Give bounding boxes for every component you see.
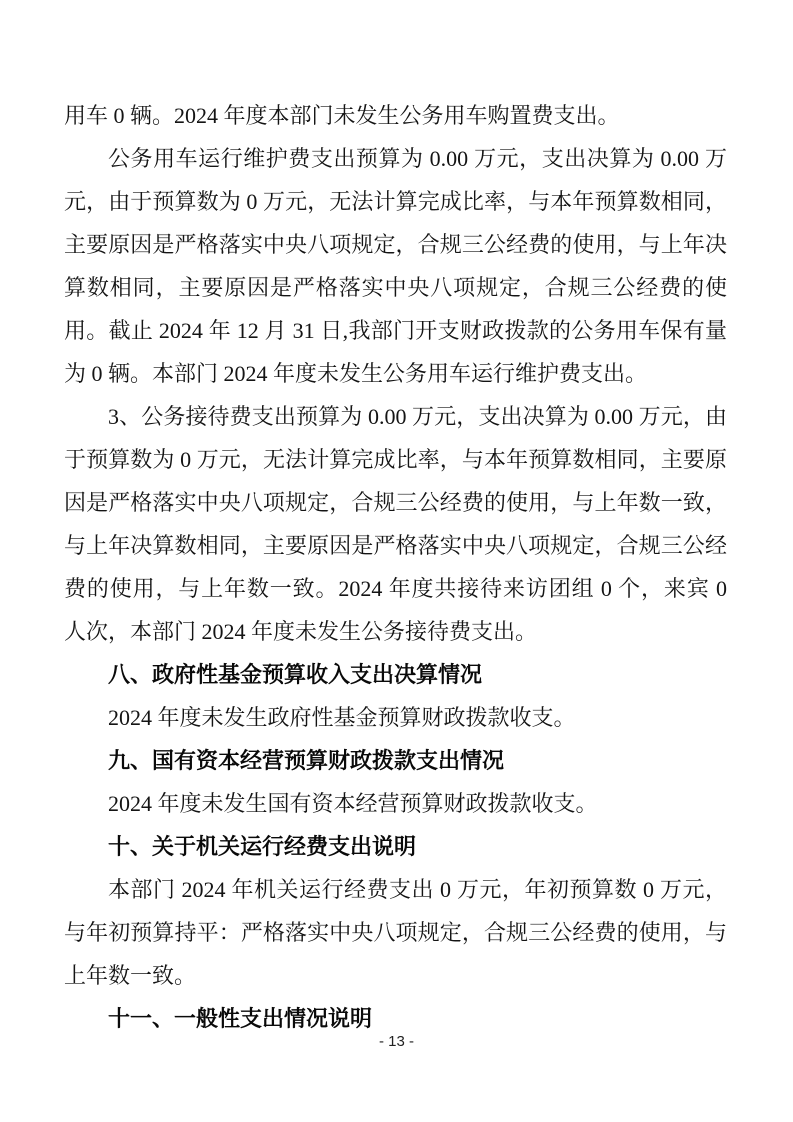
section-heading-8-government-fund-budget: 八、政府性基金预算收入支出决算情况 (108, 662, 483, 687)
paragraph-state-capital-budget: 2024 年度未发生国有资本经营预算财政拨款收支。 (108, 791, 598, 816)
paragraph-vehicle-purchase-continuation: 用车 0 辆。2024 年度本部门未发生公务用车购置费支出。 (64, 103, 620, 128)
paragraph-government-fund-budget: 2024 年度未发生政府性基金预算财政拨款收支。 (108, 705, 576, 730)
section-heading-9-state-capital-budget: 九、国有资本经营预算财政拨款支出情况 (108, 748, 505, 773)
page-number: - 13 - (378, 1033, 414, 1050)
section-heading-11-general-expenditure: 十一、一般性支出情况说明 (108, 1006, 373, 1031)
paragraph-vehicle-maintenance: 公务用车运行维护费支出预算为 0.00 万元，支出决算为 0.00 万元，由于预算数为 0 万元，无法计算完成比率，与本年预算数相同，主要原因是严格落实中央八项规定，合规三公经费的使用，与上年决算数相同，主要原因是严格落实中央八项规定，合规三公经费的使用。截止 2024 年 12 月 31 日,我部门开支财政拨款的公务用车保有量为 0 辆。本部门 2024 年度未发生公务用车运行维护费支出。 (64, 146, 727, 386)
section-heading-10-agency-operating-expense: 十、关于机关运行经费支出说明 (108, 834, 417, 859)
paragraph-official-reception: 3、公务接待费支出预算为 0.00 万元，支出决算为 0.00 万元，由于预算数为 0 万元，无法计算完成比率，与本年预算数相同，主要原因是严格落实中央八项规定，合规三公经费的使用，与上年数一致，与上年决算数相同，主要原因是严格落实中央八项规定，合规三公经费的使用，与上年数一致。2024 年度共接待来访团组 0 个，来宾 0 人次，本部门 2024 年度未发生公务接待费支出。 (64, 404, 727, 644)
document-body (64, 94, 727, 1040)
paragraph-agency-operating-expense: 本部门 2024 年机关运行经费支出 0 万元，年初预算数 0 万元，与年初预算持平：严格落实中央八项规定，合规三公经费的使用，与上年数一致。 (64, 877, 727, 988)
